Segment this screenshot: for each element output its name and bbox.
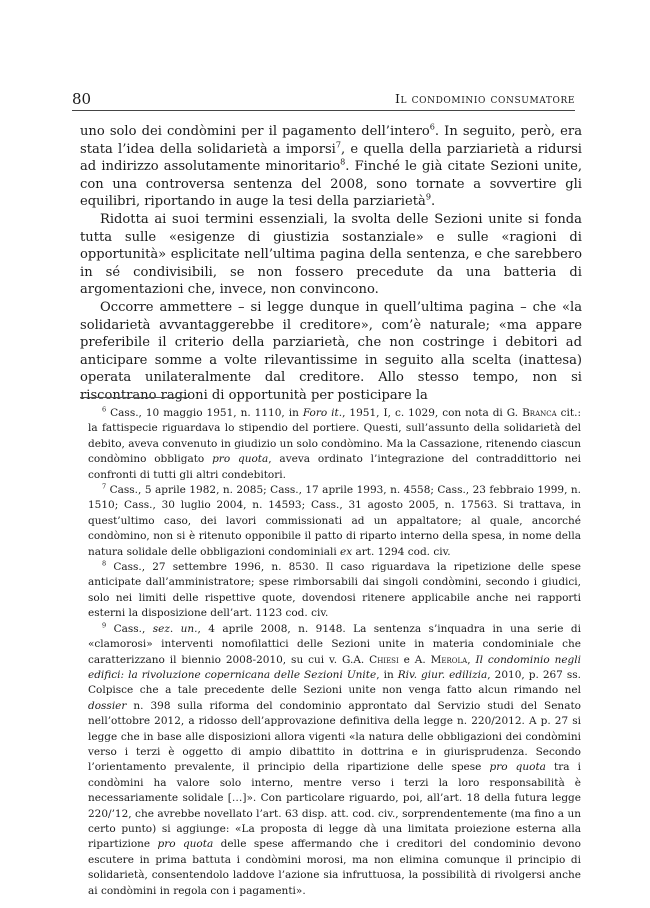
header-rule	[72, 110, 575, 111]
text-run: n. 398 sulla riforma del condominio approntato dal Servizio studi del Senato nell’ottobre 2012, a ridosso dell’approvazione definitiva della legge n. 220/2012. A p. 27 si legge che in base alle disposizioni allora vigenti «la natura delle obbligazioni dei condòmini verso i terzi è oggetto di ampio dibattito in dottrina e in giurisprudenza. Secondo l’orientamento prevalente, il principio della ripartizione delle spese	[88, 699, 581, 774]
text-run: e A.	[398, 653, 431, 666]
author-name: Merola	[430, 653, 468, 666]
text-run: , in	[376, 668, 398, 681]
paragraph-2: Ridotta ai suoi termini essenziali, la svolta delle Sezioni unite si fonda tutta sulle «esigenze di giustizia sostanziale» e sulle «ragioni di opportunità» esplicitate nell’ultima pagina della sentenza, e che sarebbero in sé condivisibili, se non fossero precedute da una batteria di argomentazioni che, invece, non convincono.	[80, 211, 582, 298]
text-run: . In seguito, però, era stata l’idea della solidarietà a imporsi	[80, 124, 582, 157]
journal-title: Foro it.	[302, 407, 343, 419]
court-section: sez. un.	[152, 622, 198, 635]
foreign-term: dossier	[88, 699, 127, 712]
author-name: Branca	[522, 407, 557, 419]
latin-term: ex	[340, 545, 353, 558]
text-run: , aveva ordinato l’integrazione del contraddittorio nei confronti di tutti gli altri condebitori.	[88, 453, 581, 481]
footnote-8	[88, 560, 581, 622]
footnote-separator	[80, 397, 190, 398]
footnote-7	[88, 483, 581, 560]
text-run: Cass., 10 maggio 1951, n. 1110, in	[110, 407, 303, 419]
author-name: Chiesi	[369, 653, 399, 666]
text-run: tra i condòmini ha valore solo interno, mentre verso i terzi la loro responsabilità è necessariamente solidale […]». Con particolare riguardo, poi, all’art. 18 della futura legge 220/’12, che avrebbe novellato l’art. 63 disp. att. cod. civ., sorprendentemente (ma fino a un certo punto) si aggiunge: «La proposta di legge dà una limitata proiezione esterna alla ripartizione	[88, 761, 581, 851]
text-run: ,	[467, 653, 476, 666]
footnote-6	[88, 406, 581, 483]
page-number: 80	[72, 90, 92, 108]
text-run: cit.: la fattispecie riguardava lo stipendio del portiere. Questi, sull’assunto della solidarietà del debito, aveva convenuto in giudizio un solo condòmino. Ma la Cassazione, ritenendo ciascun condòmino obbligato	[88, 407, 581, 466]
text-run: Cass., 5 aprile 1982, n. 2085; Cass., 17 aprile 1993, n. 4558; Cass., 23 febbraio 1999, n. 1510; Cass., 30 luglio 2004, n. 14593; Cass., 31 agosto 2005, n. 17563. Si trattava, in quest’ultimo caso, dei lavori commissionati ad un appaltatore; al quale, ancorché condòmino, non si è ritenuto opponibile il patto di riparto interno della spesa, in nome della natura solidale delle obbligazioni condominiali	[88, 484, 581, 558]
footnote-number: 6	[102, 405, 107, 414]
latin-term: pro quota	[157, 838, 214, 851]
text-run: , 2010, p. 267 ss. Colpisce che a tale precedente delle Sezioni unite non venga fatto alcun rimando nel	[88, 668, 582, 697]
latin-term: pro quota	[212, 453, 269, 466]
footnote-number: 9	[102, 621, 107, 630]
text-run: , 1951, I, c. 1029, con nota di G.	[342, 407, 523, 419]
footnote-number: 7	[102, 482, 107, 491]
text-run: Cass., 27 settembre 1996, n. 8530. Il caso riguardava la ripetizione delle spese anticipate dall’amministratore; spese rimborsabili dai singoli condòmini, secondo i giudici, solo nei limiti delle rispettive quote, dovendosi ritenere applicabile anche nei rapporti esterni la disposizione dell’art. 1123 cod. civ.	[88, 561, 581, 620]
text-run: art. 1294 cod. civ.	[352, 545, 451, 558]
footnote-number: 8	[102, 559, 107, 568]
text-run: , 4 aprile 2008, n. 9148. La sentenza s’inquadra in una serie di «clamorosi» interventi nomofilattici delle Sezioni unite in materia condominiale che caratterizzano il biennio 2008-2010, su cui v. G.A.	[88, 622, 581, 666]
paragraph-3: Occorre ammettere – si legge dunque in quell’ultima pagina – che «la solidarietà avvantaggerebbe il creditore», com’è naturale; «ma appare preferibile il criterio della parziarietà, che non costringe i debitori ad anticipare somme a volte rilevantissime in seguito alla scelta (inattesa) operata unilateralmente dal creditore. Allo stesso tempo, non si riscontrano ragioni di opportunità per posticipare la	[80, 299, 582, 403]
main-text	[80, 123, 582, 405]
latin-term: pro quota	[489, 761, 546, 774]
article-title: Il condominio negli edifici: la rivoluzione copernicana delle Sezioni Unite	[88, 653, 581, 681]
text-run: delle spese affermando che i creditori del condominio devono escutere in prima battuta i condòmini morosi, ma non elimina comunque il principio di solidarietà, consentendolo laddove l’azione sia infruttuosa, la possibilità di rivolgersi anche ai condòmini in regola con i pagamenti».	[88, 838, 581, 897]
text-run: . Finché le già citate Sezioni unite, con una controversa sentenza del 2008, sono tornate a sovvertire gli equilibri, riportando in auge la tesi della parziarietà	[80, 159, 582, 210]
text-run: Cass.,	[113, 622, 153, 635]
footnote-ref-6: 6	[429, 121, 435, 132]
footnote-ref-7: 7	[335, 139, 342, 150]
footnote-ref-8: 8	[340, 156, 346, 167]
text-run: uno solo dei condòmini per il pagamento dell’intero	[80, 124, 430, 139]
paragraph-1	[80, 123, 582, 211]
footnote-ref-9: 9	[425, 192, 431, 203]
footnote-9	[88, 622, 581, 899]
text-run: , e quella della parziarietà a ridursi ad indirizzo assolutamente minoritario	[80, 141, 582, 175]
running-title: Il condominio consumatore	[394, 91, 575, 106]
text-run: .	[430, 194, 436, 210]
journal-title: Riv. giur. edilizia	[397, 668, 488, 681]
footnotes	[88, 406, 581, 899]
